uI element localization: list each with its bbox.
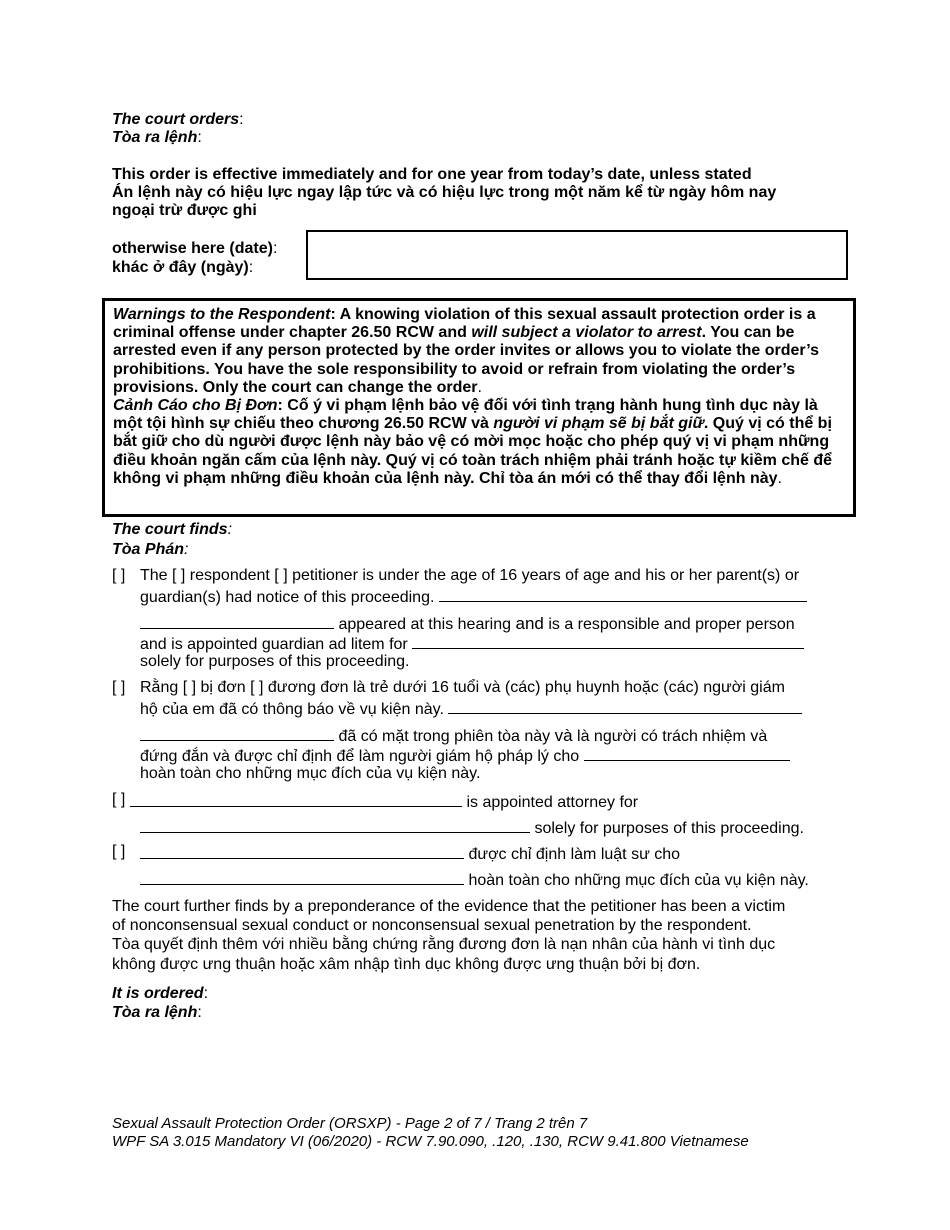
minor-text-vi-3: đã có mặt trong phiên tòa này và là người có trách nhiệm và: [140, 725, 767, 747]
gal-for-field[interactable]: [412, 633, 804, 649]
minor-text-vi-5: hoàn toàn cho những mục đích của vụ kiện này.: [140, 765, 481, 782]
effective-text: This order is effective immediately and for one year from today’s date, unless stated: [112, 166, 752, 183]
date-input[interactable]: [306, 230, 848, 280]
attorney-line-1: is appointed attorney for: [130, 791, 638, 813]
minor-text-vi-2: hộ của em đã có thông báo về vụ kiện này.: [140, 698, 802, 720]
warning-en: Warnings to the Respondent: A knowing violation of this sexual assault protection order is a criminal offense under chapter 26.50 RCW and will subject a violator to arrest. You can be arrested even if any person protected by the order invites or allows you to violate the order’s prohibitions. You have the sole responsibility to avoid or refrain from violating the order’s provisions. Only the court can change the order.: [113, 306, 819, 396]
minor-text-1: The [ ] respondent [ ] petitioner is under the age of 16 years of age and his or her parent(s) or: [140, 567, 800, 584]
ordered-heading: It is ordered:: [112, 985, 209, 1002]
date-label-vi: khác ở đây (ngày):: [112, 259, 254, 276]
minor-text-4: and is appointed guardian ad litem for: [140, 633, 804, 655]
ordered-heading-vi: Tòa ra lệnh:: [112, 1004, 202, 1021]
further-finds-en-2: of nonconsensual sexual conduct or nonconsensual sexual penetration by the respondent.: [112, 917, 752, 934]
attorney-line-vi-1: được chỉ định làm luật sư cho: [140, 843, 680, 865]
minor-text-2: guardian(s) had notice of this proceeding.: [140, 586, 807, 608]
effective-text-vi-1: Án lệnh này có hiệu lực ngay lập tức và có hiệu lực trong một năm kể từ ngày hôm nay: [112, 184, 777, 201]
orders-heading: The court orders:: [112, 111, 244, 128]
footer-form-id: WPF SA 3.015 Mandatory VI (06/2020) - RCW 7.90.090, .120, .130, RCW 9.41.800 Vietnamese: [112, 1133, 749, 1150]
effective-text-vi-2: ngoại trừ được ghi: [112, 202, 257, 219]
further-finds-vi-2: không được ưng thuận hoặc xâm nhập tình dục không được ưng thuận bởi bị đơn.: [112, 956, 701, 973]
attorney-name-field[interactable]: [130, 791, 462, 807]
guardian-notice-field-vi[interactable]: [448, 698, 802, 714]
guardian-name-field-vi[interactable]: [140, 725, 334, 741]
warning-box: [102, 298, 856, 517]
attorney-for-field-vi[interactable]: [140, 869, 464, 885]
guardian-notice-field[interactable]: [439, 586, 807, 602]
minor-text-vi-4: đứng đắn và được chỉ định để làm người giám hộ pháp lý cho: [140, 745, 790, 767]
orders-heading-vi: Tòa ra lệnh:: [112, 129, 202, 146]
finds-heading-vi: Tòa Phán:: [112, 541, 189, 558]
footer-title: Sexual Assault Protection Order (ORSXP) - Page 2 of 7 / Trang 2 trên 7: [112, 1115, 588, 1132]
further-finds-vi-1: Tòa quyết định thêm với nhiều bằng chứng rằng đương đơn là nạn nhân của hành vi tình dục: [112, 936, 776, 953]
minor-text-3: appeared at this hearing and is a responsible and proper person: [140, 613, 795, 635]
checkbox-attorney-vi[interactable]: [ ]: [112, 843, 126, 860]
minor-text-vi-1: Rằng [ ] bị đơn [ ] đương đơn là trẻ dưới 16 tuổi và (các) phụ huynh hoặc (các) người giám: [140, 679, 785, 696]
finds-heading: The court finds:: [112, 521, 233, 538]
guardian-name-field[interactable]: [140, 613, 334, 629]
date-label: otherwise here (date):: [112, 240, 278, 257]
checkbox-minor-vi[interactable]: [ ]: [112, 679, 126, 696]
gal-for-field-vi[interactable]: [584, 745, 790, 761]
minor-text-5: solely for purposes of this proceeding.: [140, 653, 410, 670]
attorney-line-2: solely for purposes of this proceeding.: [140, 817, 804, 839]
checkbox-attorney[interactable]: [ ]: [112, 791, 126, 808]
further-finds-en-1: The court further finds by a preponderance of the evidence that the petitioner has been a victim: [112, 898, 786, 915]
checkbox-minor[interactable]: [ ]: [112, 567, 126, 584]
attorney-line-vi-2: hoàn toàn cho những mục đích của vụ kiện này.: [140, 869, 809, 891]
warning-vi: Cảnh Cáo cho Bị Đơn: Cố ý vi phạm lệnh bảo vệ đối với tình trạng hành hung tình dục này là một tội hình sự chiếu theo chương 26.50 RCW và người vi phạm sẽ bị bắt giữ. Quý vị có thể bị bắt giữ cho dù người được lệnh này bảo vệ có mời mọc hoặc cho phép quý vị vi phạm những điều khoản ngăn cấm của lệnh này. Quý vị có toàn trách nhiệm phải tránh hoặc tự kiềm chế để không vi phạm những điều khoản của lệnh này. Chỉ tòa án mới có thể thay đổi lệnh này.: [113, 397, 833, 487]
attorney-for-field[interactable]: [140, 817, 530, 833]
attorney-name-field-vi[interactable]: [140, 843, 464, 859]
